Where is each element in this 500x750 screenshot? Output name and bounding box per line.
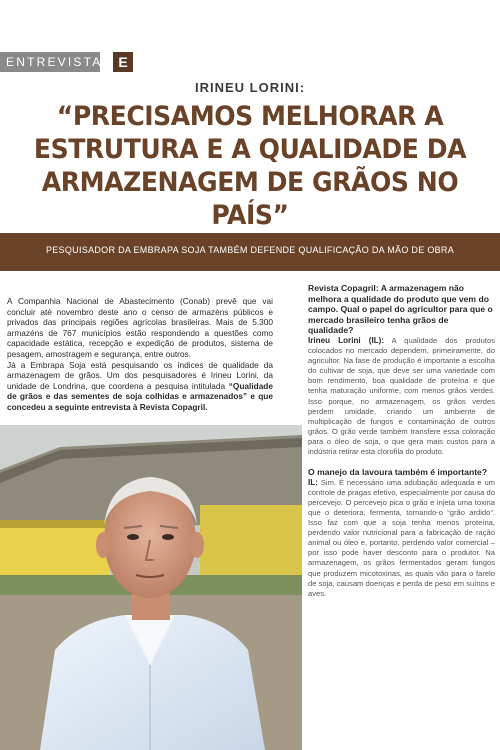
- answer-1-text: A qualidade dos produtos colocados no mercado dependem, primeiramente, do agricultor. Na fase de produção é importante a escolha do cultivar de soja, que deve ser uma variedade com bom rendimento, boa qualidade de proteína e que tenha maturação uniforme, com menos grãos verdes. Isso porque, no armazenagem, os grãos verdes perdem umidade, criando um ambiente de multiplicação de fungos e contaminação de outros grãos. O grão verde também transfere essa coloração para o óleo de soja, o que gera mais custos para a indústria retirar esta clorofila do produto.: [308, 335, 495, 456]
- answer-2: [308, 478, 495, 599]
- interviewee-name: IRINEU LORINI:: [194, 80, 306, 95]
- answer-2-speaker: IL:: [308, 477, 318, 487]
- section-label: ENTREVISTA: [6, 55, 103, 69]
- portrait-photo: [0, 425, 302, 750]
- interview-column: [308, 283, 495, 599]
- portrait-photo-illustration: [0, 425, 302, 750]
- question-2: O manejo da lavoura também é importante?: [308, 467, 488, 478]
- headline-line-1: “PRECISAMOS MELHORAR A: [56, 101, 444, 132]
- answer-2-text: Sim. É necessário uma adubação adequada e um controle de pragas efetivo, especialmente por causa do percevejo. O percevejo pica o grão e injeta uma toxina que o deteriora, fermenta, tornando-o “grão ardido”. Isso faz com que a soja tenha menos proteína, perdendo valor nutricional para a fabricação de ração animal ou óleo e, portanto, perdendo valor comercial – por isso pode haver desconto para o produtor. Na armazenagem, os grãos fermentados geram fungos que produzem micotoxinas, as quais vão para o farelo de soja, causam doenças e perda de peso em suínos e aves.: [308, 477, 495, 598]
- question-1: Revista Copagril: A armazenagem não melhora a qualidade do produto que vem do campo. Qual o papel do agricultor para que o mercado brasileiro tenha grãos de qualidade?: [308, 283, 493, 336]
- answer-1-speaker: Irineu Lorini (IL):: [308, 335, 385, 345]
- intro-column: [7, 296, 273, 413]
- answer-1: [308, 336, 495, 457]
- section-letter-badge: E: [113, 52, 133, 72]
- intro-paragraph-2-text: Já a Embrapa Soja está pesquisando os índices de qualidade da armazenagem de grãos. Um dos pesquisadores é Irineu Lorini, da unidade de Londrina, que coordena a pesquisa intitulada: [7, 359, 273, 391]
- headline: [18, 100, 483, 232]
- deck-text: PESQUISADOR DA EMBRAPA SOJA TAMBÉM DEFENDE QUALIFICAÇÃO DA MÃO DE OBRA: [45, 245, 455, 255]
- intro-paragraph-2-bold: “Qualidade de grãos e das sementes de soja colhidas e armazenados” e que concedeu a seguinte entrevista à Revista Copagril.: [7, 380, 273, 412]
- headline-line-2: ESTRUTURA E A QUALIDADE DA: [33, 134, 467, 165]
- headline-line-3: ARMAZENAGEM DE GRÃOS NO PAÍS”: [41, 167, 459, 231]
- intro-paragraph-1: A Companhia Nacional de Abastecimento (Conab) prevê que vai concluir até novembro deste ano o censo de armazéns públicos e privados das principais regiões agrícolas brasileiras. Mais de 5.300 armazéns de 767 municípios estão respondendo a questões como capacidade estática, recepção e expedição de produtos, sistema de pesagem, amostragem e segurança, entre outros.: [7, 296, 273, 359]
- intro-paragraph-2: [7, 360, 273, 413]
